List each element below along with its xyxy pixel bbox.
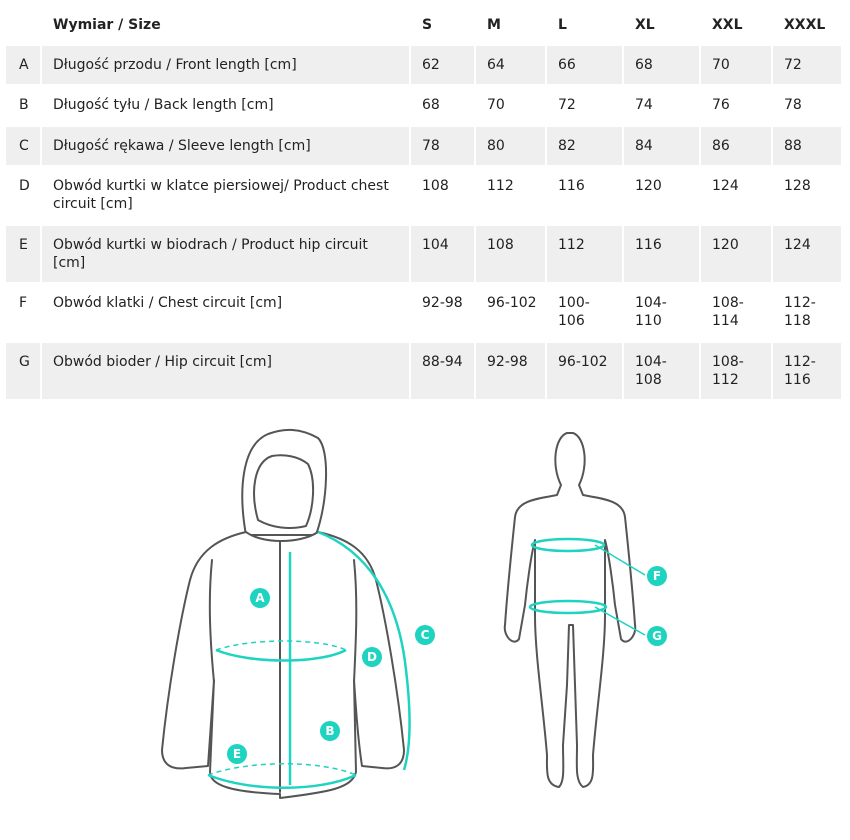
size-value: 124 — [700, 166, 772, 225]
marker-b — [320, 721, 340, 741]
marker-d — [362, 647, 382, 667]
svg-text:C: C — [420, 628, 430, 642]
header-cell: M — [475, 6, 546, 45]
header-cell: XXXL — [772, 6, 842, 45]
size-value: 72 — [772, 45, 842, 85]
size-value: 88-94 — [410, 342, 475, 400]
header-cell: S — [410, 6, 475, 45]
size-value: 112-116 — [772, 342, 842, 400]
marker-c — [415, 625, 435, 645]
size-value: 112-118 — [772, 283, 842, 342]
row-label: Długość przodu / Front length [cm] — [41, 45, 410, 85]
size-value: 108-114 — [700, 283, 772, 342]
size-value: 112 — [546, 225, 623, 283]
row-label: Obwód bioder / Hip circuit [cm] — [41, 342, 410, 400]
jacket-diagram — [150, 420, 470, 810]
row-letter: D — [6, 166, 41, 225]
size-value: 96-102 — [475, 283, 546, 342]
row-label: Obwód kurtki w klatce piersiowej/ Product chest circuit [cm] — [41, 166, 410, 225]
size-value: 80 — [475, 126, 546, 166]
table-row — [6, 85, 842, 126]
body-diagram — [495, 425, 685, 810]
size-value: 88 — [772, 126, 842, 166]
size-value: 76 — [700, 85, 772, 126]
size-value: 108 — [475, 225, 546, 283]
row-letter: G — [6, 342, 41, 400]
size-value: 104-110 — [623, 283, 700, 342]
row-label: Obwód kurtki w biodrach / Product hip circuit [cm] — [41, 225, 410, 283]
header-cell: XL — [623, 6, 700, 45]
table-header-row — [6, 6, 842, 45]
size-value: 64 — [475, 45, 546, 85]
size-value: 86 — [700, 126, 772, 166]
size-value: 68 — [410, 85, 475, 126]
size-value: 116 — [546, 166, 623, 225]
size-value: 78 — [410, 126, 475, 166]
size-value: 72 — [546, 85, 623, 126]
size-value: 66 — [546, 45, 623, 85]
row-label: Długość tyłu / Back length [cm] — [41, 85, 410, 126]
row-label: Obwód klatki / Chest circuit [cm] — [41, 283, 410, 342]
size-value: 96-102 — [546, 342, 623, 400]
marker-a — [250, 588, 270, 608]
size-value: 74 — [623, 85, 700, 126]
svg-text:B: B — [325, 724, 335, 738]
table-row — [6, 342, 842, 400]
table-row — [6, 283, 842, 342]
size-value: 112 — [475, 166, 546, 225]
size-value: 104-108 — [623, 342, 700, 400]
hood-opening — [254, 455, 313, 528]
size-table — [6, 6, 843, 401]
size-value: 92-98 — [475, 342, 546, 400]
table-row — [6, 225, 842, 283]
header-cell: XXL — [700, 6, 772, 45]
table-row — [6, 45, 842, 85]
header-cell — [6, 6, 41, 45]
size-value: 68 — [623, 45, 700, 85]
size-value: 92-98 — [410, 283, 475, 342]
row-letter: F — [6, 283, 41, 342]
row-letter: E — [6, 225, 41, 283]
marker-e — [227, 744, 247, 764]
size-value: 124 — [772, 225, 842, 283]
svg-text:A: A — [255, 591, 265, 605]
size-value: 70 — [475, 85, 546, 126]
size-value: 128 — [772, 166, 842, 225]
size-value: 104 — [410, 225, 475, 283]
row-label: Długość rękawa / Sleeve length [cm] — [41, 126, 410, 166]
table-row — [6, 126, 842, 166]
marker-f — [647, 566, 667, 586]
size-value: 120 — [700, 225, 772, 283]
row-letter: A — [6, 45, 41, 85]
size-value: 116 — [623, 225, 700, 283]
size-value: 78 — [772, 85, 842, 126]
size-value: 108 — [410, 166, 475, 225]
size-value: 82 — [546, 126, 623, 166]
row-letter: C — [6, 126, 41, 166]
size-value: 108-112 — [700, 342, 772, 400]
body-outline — [505, 433, 636, 787]
svg-text:D: D — [367, 650, 377, 664]
table-body — [6, 45, 842, 400]
svg-text:E: E — [232, 747, 242, 761]
header-cell: L — [546, 6, 623, 45]
svg-text:G: G — [652, 629, 662, 643]
table-row — [6, 166, 842, 225]
marker-g — [647, 626, 667, 646]
header-cell: Wymiar / Size — [41, 6, 410, 45]
row-letter: B — [6, 85, 41, 126]
size-value: 120 — [623, 166, 700, 225]
size-value: 84 — [623, 126, 700, 166]
size-value: 70 — [700, 45, 772, 85]
svg-text:F: F — [652, 569, 662, 583]
size-value: 100-106 — [546, 283, 623, 342]
size-value: 62 — [410, 45, 475, 85]
